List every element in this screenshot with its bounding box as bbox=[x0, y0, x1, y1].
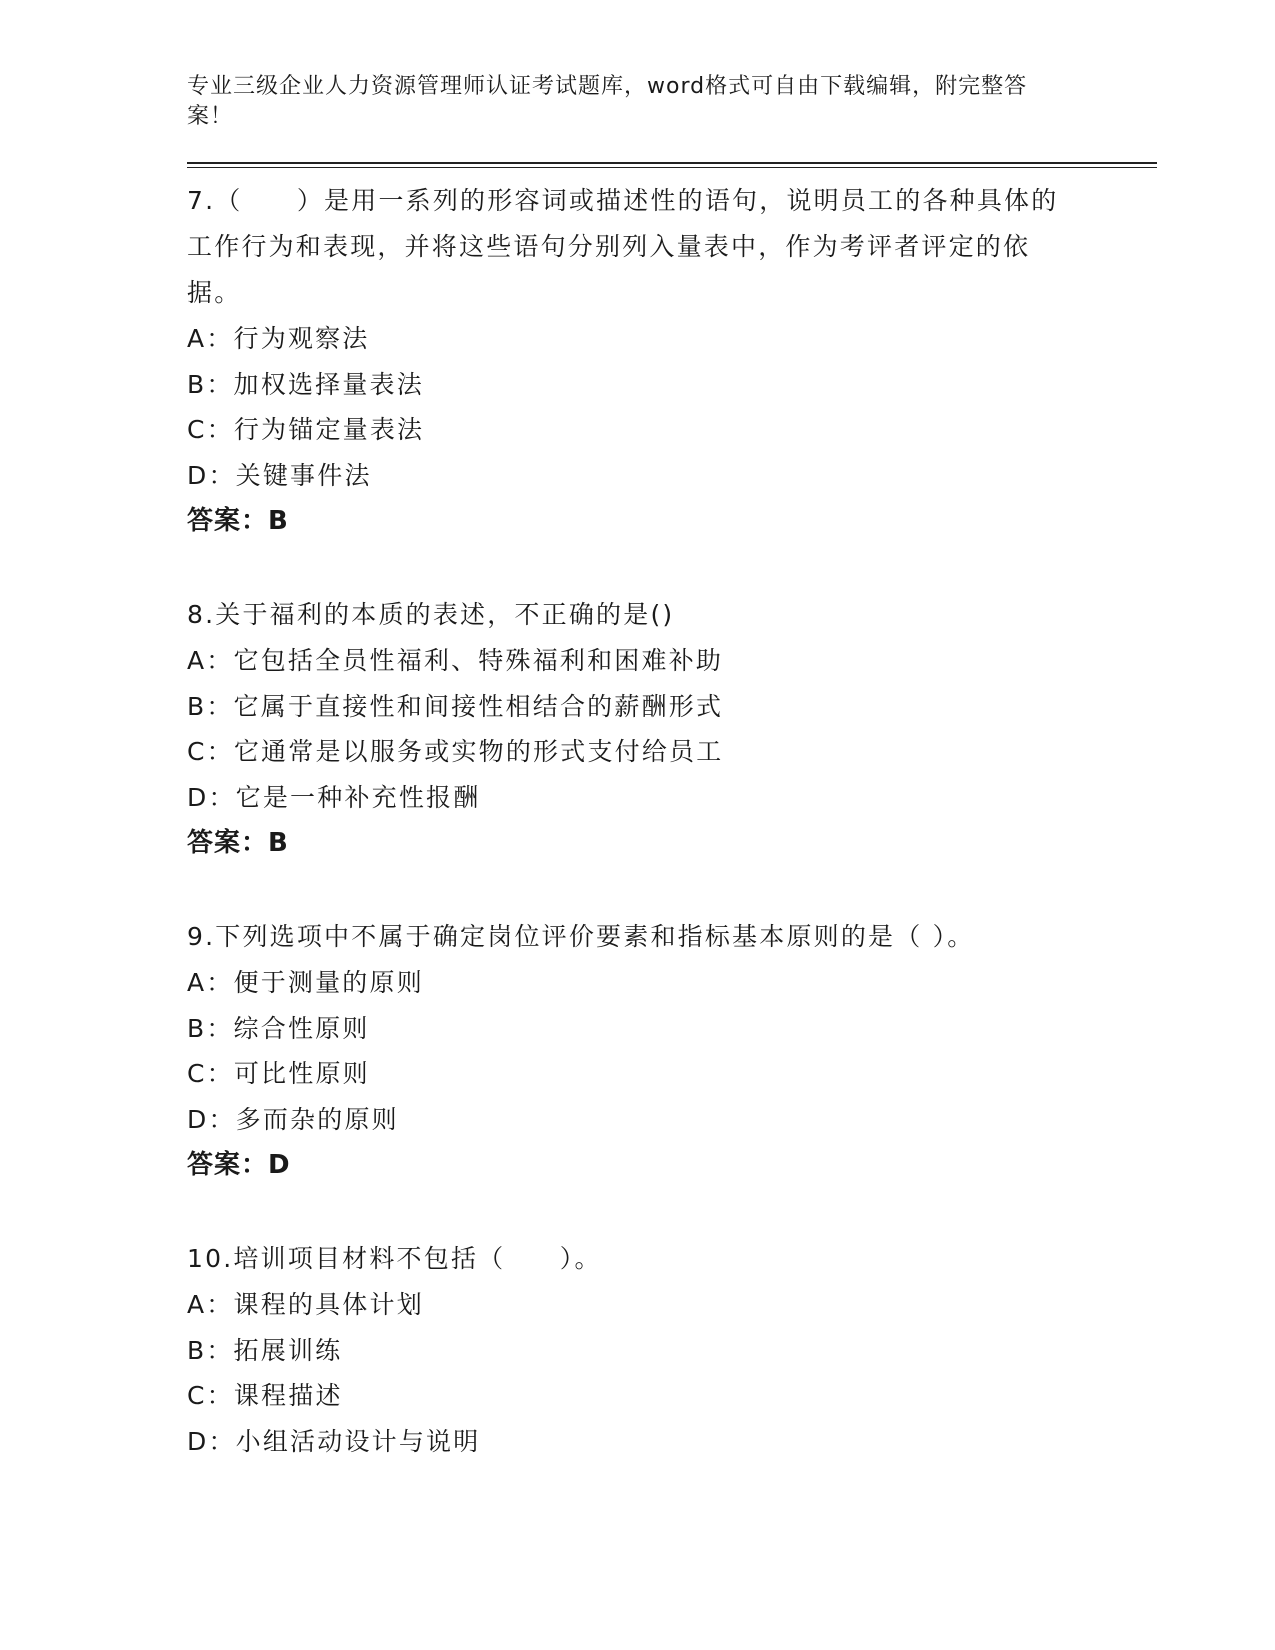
option-a: A：它包括全员性福利、特殊福利和困难补助 bbox=[187, 646, 724, 675]
document-header: 专业三级企业人力资源管理师认证考试题库，word格式可自由下载编辑，附完整答案！ bbox=[187, 74, 1028, 129]
question-8 bbox=[187, 592, 1157, 866]
document-page bbox=[187, 72, 1157, 1464]
option-a: A：便于测量的原则 bbox=[187, 968, 424, 997]
question-spacer bbox=[187, 866, 1157, 914]
option-c: C：可比性原则 bbox=[187, 1059, 370, 1088]
option-c: C：它通常是以服务或实物的形式支付给员工 bbox=[187, 737, 724, 766]
question-stem: 10.培训项目材料不包括（ ）。 bbox=[187, 1244, 602, 1273]
question-stem: 9.下列选项中不属于确定岗位评价要素和指标基本原则的是（ ）。 bbox=[187, 922, 975, 951]
question-stem: 7.（ ）是用一系列的形容词或描述性的语句，说明员工的各种具体的工作行为和表现，并将这些语句分别列入量表中，作为考评者评定的依据。 bbox=[187, 186, 1059, 307]
answer-line: 答案：D bbox=[187, 1150, 291, 1180]
option-b: B：加权选择量表法 bbox=[187, 369, 424, 399]
option-c: C：课程描述 bbox=[187, 1381, 343, 1410]
option-b: B：它属于直接性和间接性相结合的薪酬形式 bbox=[187, 691, 724, 721]
header-divider bbox=[187, 162, 1157, 164]
option-d: D：小组活动设计与说明 bbox=[187, 1426, 481, 1456]
question-spacer bbox=[187, 1188, 1157, 1236]
question-10 bbox=[187, 1236, 1157, 1464]
option-d: D：它是一种补充性报酬 bbox=[187, 782, 481, 812]
answer-line: 答案：B bbox=[187, 828, 289, 858]
option-d: D：多而杂的原则 bbox=[187, 1104, 399, 1134]
option-b: B：综合性原则 bbox=[187, 1013, 370, 1043]
question-7 bbox=[187, 178, 1157, 544]
question-stem: 8.关于福利的本质的表述，不正确的是() bbox=[187, 600, 675, 629]
answer-line: 答案：B bbox=[187, 506, 289, 536]
option-d: D：关键事件法 bbox=[187, 460, 372, 490]
option-b: B：拓展训练 bbox=[187, 1335, 343, 1365]
option-a: A：课程的具体计划 bbox=[187, 1290, 424, 1319]
option-c: C：行为锚定量表法 bbox=[187, 415, 425, 444]
question-spacer bbox=[187, 544, 1157, 592]
question-9 bbox=[187, 914, 1157, 1188]
option-a: A：行为观察法 bbox=[187, 324, 370, 353]
header-divider-thin bbox=[187, 167, 1157, 168]
